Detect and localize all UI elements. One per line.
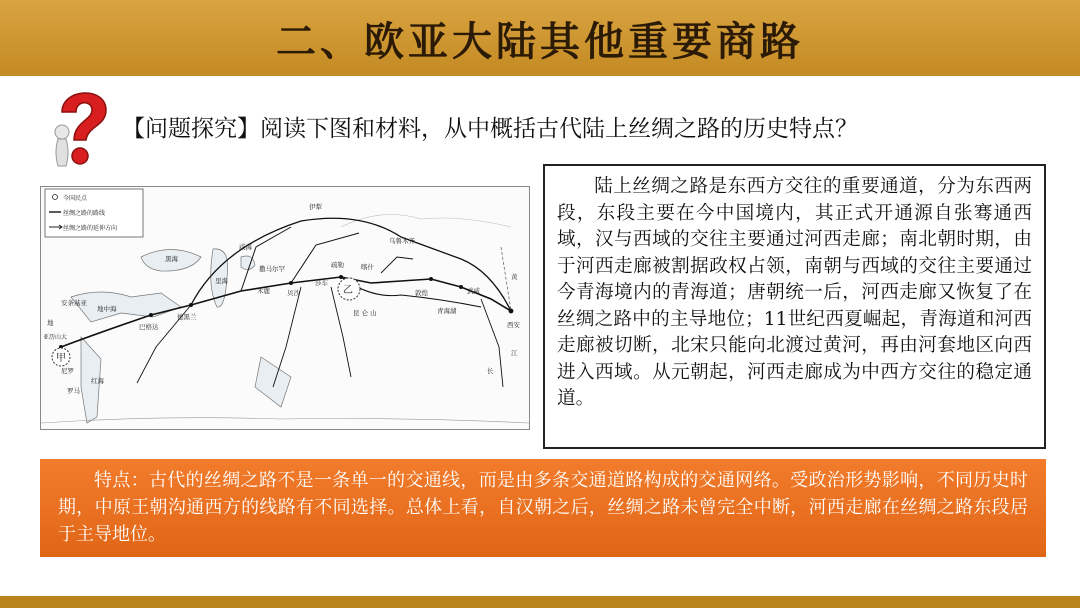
label-kashi: 喀什 [361,263,374,271]
marker-jia-label: 甲 [56,353,66,364]
question-prompt: 【问题探究】阅读下图和材料，从中概括古代陆上丝绸之路的历史特点？ [122,116,858,142]
map-canvas [41,187,529,429]
label-xianhai: 咸海 [239,243,252,251]
slide-body [0,76,1080,596]
persian-gulf [255,357,291,407]
label-wulumuqi: 乌鲁木齐 [389,237,415,245]
label-baghdad: 巴格达 [139,323,159,331]
label-zhi: 地 [47,319,54,327]
summary-box: 特点：古代的丝绸之路不是一条单一的交通线，而是由多条交通道路构成的交通网络。受政治形势影响，不同历史时期，中原王朝沟通西方的线路有不同选择。总体上看，自汉朝之后，丝绸之路未曾完全中断，河西走廊在丝绸之路东段居于主导地位。 [40,459,1046,557]
label-luoma: 罗马 [67,387,80,395]
label-honghai: 红海 [91,377,104,385]
label-kunlun: 昆 仑 山 [353,309,377,317]
bottom-band [0,596,1080,608]
material-text-box: 陆上丝绸之路是东西方交往的重要通道，分为东西两段，东段主要在今中国境内，其正式开通源自张骞通西域，汉与西域的交往主要通过河西走廊；南北朝时期，由于河西走廊被割据政权占领，南朝与西域的交往主要通过今青海境内的青海道；唐朝统一后，河西走廊又恢复了在丝绸之路中的主导地位；11世纪西夏崛起，青海道和河西走廊被切断，北宋只能向北渡过黄河，再由河套地区向西进入西域。从元朝起，河西走廊成为中西方交往的稳定通道。 [543,164,1046,449]
label-beishi: 贝沙 [287,289,300,297]
legend-city-label: 今国民点 [63,195,88,202]
label-samarkand: 撒马尔罕 [259,265,285,273]
label-dehelan: 德黑兰 [177,313,197,321]
label-huanghe: 黄 [511,273,518,281]
label-lihai: 里海 [215,277,228,285]
label-heihai: 黑海 [165,255,178,263]
aral-sea [241,256,255,270]
label-dunhuang: 敦煌 [415,289,428,297]
label-xian: 西安 [507,321,520,329]
label-antioch: 安条基亚 [61,299,87,307]
header-bar [0,0,1080,76]
label-yili: 伊犁 [309,203,322,211]
label-qinghai: 青海湖 [437,307,457,315]
label-shule: 疏勒 [331,261,344,269]
mediterranean-sea [71,292,181,322]
label-nile: 尼罗 [61,367,74,375]
page-title: 二、欧亚大陆其他重要商路 [276,18,804,65]
label-dizhonghai: 地中海 [97,305,117,313]
legend-route-label: 丝绸之路的路线 [63,210,106,217]
label-changjiang: 长 [487,367,494,375]
label-wuwei: 武威 [467,287,480,295]
marker-yi-label: 乙 [343,285,353,296]
label-mulu: 木鹿 [257,287,270,295]
question-mark-figure-icon [44,82,120,170]
label-shache: 莎车 [315,279,328,287]
label-jiang: 江 [511,349,518,357]
legend-extension-label: 丝绸之路的延伸方向 [63,225,118,232]
silk-road-map [40,186,530,430]
label-alexandria: 亚历山大 [43,334,68,341]
